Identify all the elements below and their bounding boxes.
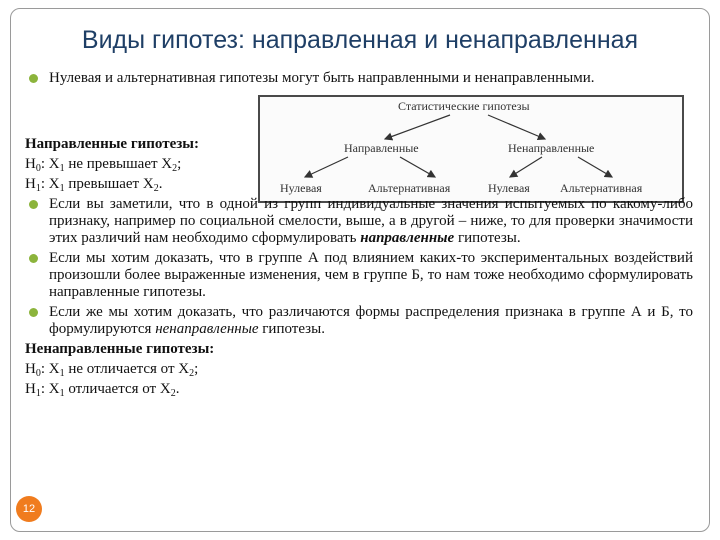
diagram-null-2: Нулевая bbox=[488, 181, 530, 195]
intro-bullet: Нулевая и альтернативная гипотезы могут быть направленными и ненаправленными. bbox=[25, 70, 717, 87]
slide-title: Виды гипотез: направленная и ненаправленная bbox=[81, 26, 639, 54]
bullet-directed-individual: Если вы заметили, что в одной из групп индивидуальные значения испытуемых по какому-либо признаку, например по социальной смелости, выше, а в другой – ниже, то для проверки значимости этих различий нам необходимо сформулировать направленные гипотезы. bbox=[25, 196, 693, 247]
page-number-badge: 12 bbox=[16, 496, 42, 522]
directed-h0: $H_0$: $X_1$ не превышает $X_2$; bbox=[25, 156, 182, 174]
diagram-null-1: Нулевая bbox=[280, 181, 322, 195]
diagram-nondirected: Ненаправленные bbox=[508, 141, 595, 155]
diagram-alt-1: Альтернативная bbox=[368, 181, 451, 195]
nondirected-h1: $H_1$: $X_1$ отличается от $X_2$. bbox=[25, 381, 180, 399]
directed-h1: $H_1$: $X_1$ превышает $X_2$. bbox=[25, 176, 163, 194]
nondirected-h0: $H_0$: $X_1$ не отличается от $X_2$; bbox=[25, 361, 199, 379]
diagram-root: Статистические гипотезы bbox=[398, 99, 530, 113]
bullet-nondirected-distribution: Если же мы хотим доказать, что различаются формы распределения признака в группе А и Б, то формулируются ненаправленные гипотезы. bbox=[25, 304, 693, 338]
directed-heading: Направленные гипотезы: bbox=[25, 136, 199, 152]
diagram-alt-2: Альтернативная bbox=[560, 181, 643, 195]
slide-content bbox=[25, 70, 693, 398]
bullet-directed-experiment: Если мы хотим доказать, что в группе А под влиянием каких-то экспериментальных воздействий произошли более выраженные изменения, чем в группе Б, то нам тоже необходимо сформулировать направленные гипотезы. bbox=[25, 250, 693, 301]
diagram-directed: Направленные bbox=[344, 141, 419, 155]
nondirected-heading: Ненаправленные гипотезы: bbox=[25, 341, 215, 357]
